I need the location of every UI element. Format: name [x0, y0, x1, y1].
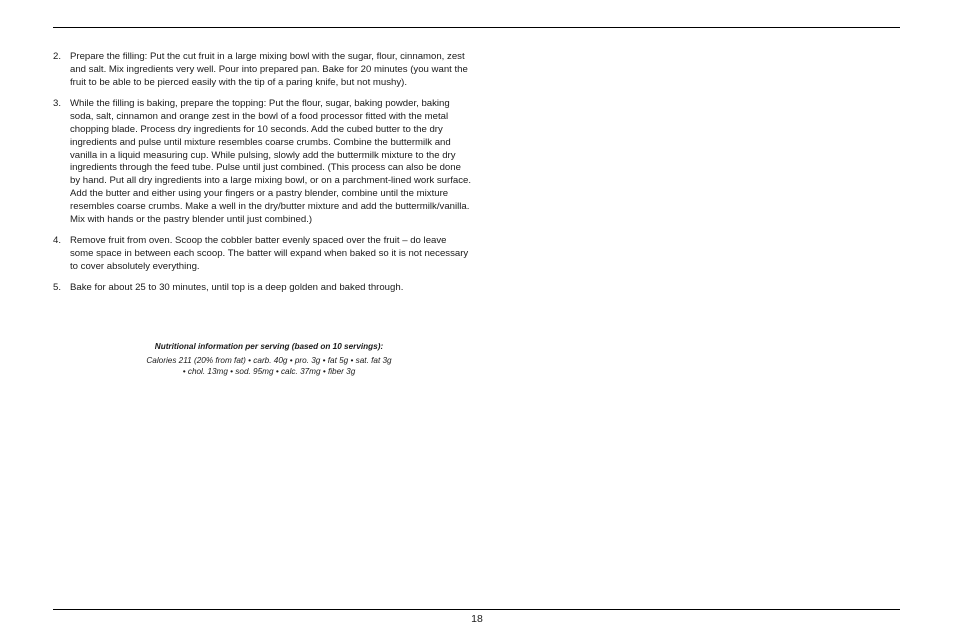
step-text: Bake for about 25 to 30 minutes, until top is a deep golden and baked through.	[70, 282, 404, 294]
recipe-steps	[53, 51, 471, 303]
step-number: 3.	[53, 97, 62, 109]
recipe-step	[53, 51, 471, 90]
step-text: While the filling is baking, prepare the topping: Put the flour, sugar, baking powder, baking soda, salt, cinnamon and orange zest in the bowl of a food processor fitted with the metal chopping blade. Process dry ingredients for 10 seconds. Add the cubed butter to the dry ingredients and pulse until mixture resembles coarse crumbs. Combine the buttermilk and vanilla in a liquid measuring cup. While pulsing, slowly add the buttermilk mixture to the dry ingredients through the feed tube. Pulse until just combined. (This process can also be done by hand. Put all dry ingredients into a large mixing bowl, or on a parchment-lined work surface. Add the butter and either using your fingers or a pastry blender, combine until the mixture resembles coarse crumbs. Make a well in the dry/butter mixture and add the buttermilk/vanilla. Mix with hands or the pastry blender until just combined.)	[70, 97, 472, 226]
step-number: 2.	[53, 51, 62, 62]
nutrition-line-1: Calories 211 (20% from fat) • carb. 40g • pro. 3g • fat 5g • sat. fat 3g	[146, 356, 392, 365]
recipe-step	[53, 235, 471, 274]
footer-rule	[53, 609, 900, 610]
nutrition-line-2: • chol. 13mg • sod. 95mg • calc. 37mg • fiber 3g	[182, 367, 356, 376]
recipe-step	[53, 282, 471, 295]
nutrition-title: Nutritional information per serving (based on 10 servings):	[154, 342, 384, 351]
nutrition-info	[53, 341, 485, 377]
recipe-step	[53, 98, 471, 227]
step-number: 5.	[53, 282, 62, 294]
page-number: 18	[471, 613, 483, 625]
header-rule	[53, 27, 900, 28]
step-number: 4.	[53, 235, 62, 247]
step-text: Prepare the filling: Put the cut fruit in a large mixing bowl with the sugar, flour, cinnamon, zest and salt. Mix ingredients very well. Pour into prepared pan. Bake for 20 minutes (you want the fruit to be able to be pierced easily with the tip of a paring knife, but not mushy).	[70, 51, 468, 88]
step-text: Remove fruit from oven. Scoop the cobbler batter evenly spaced over the fruit – do leave some space in between each scoop. The batter will expand when baked so it is not necessary to cover absolutely everything.	[70, 235, 469, 272]
